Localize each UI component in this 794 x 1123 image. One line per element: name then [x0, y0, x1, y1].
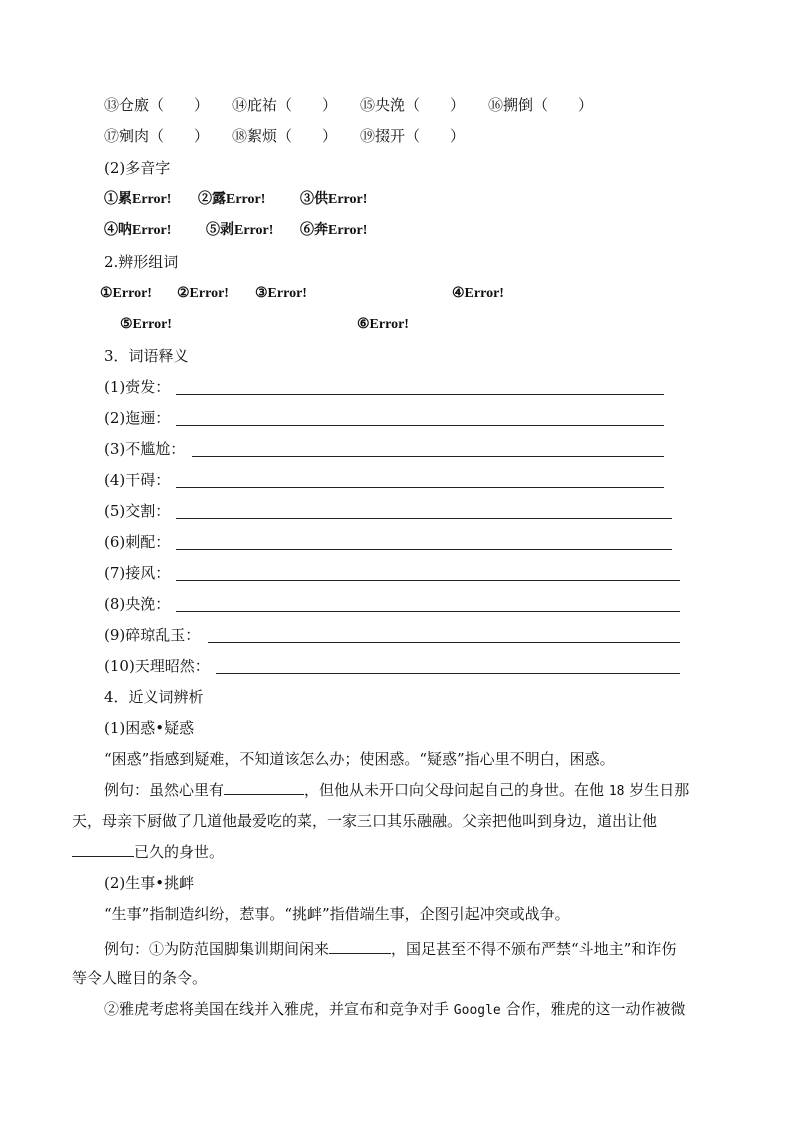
pinyin-row-2: [0, 125, 794, 147]
answer-line[interactable]: [216, 673, 680, 674]
polyphone-row-2: [0, 220, 794, 242]
polyphone-item: ②露Error!: [198, 192, 266, 207]
definition-label: (5)交割：: [104, 502, 171, 520]
shape-item: ④Error!: [452, 286, 504, 301]
example-blank[interactable]: [72, 841, 134, 857]
example-text: 已久的身世。: [134, 843, 225, 861]
answer-line[interactable]: [208, 642, 680, 643]
pinyin-row-1: [0, 94, 794, 116]
example-text: ②雅虎考虑将美国在线并入雅虎，并宣布和竞争对手: [104, 1000, 450, 1018]
definition-heading: 3．词语释义: [104, 347, 189, 365]
definition-label: (4)干碍：: [104, 471, 171, 489]
shape-item: ③Error!: [255, 286, 307, 301]
pair2-example-line-1: [104, 938, 676, 960]
answer-line[interactable]: [176, 487, 664, 488]
definition-label: (1)赍发：: [104, 378, 171, 396]
shape-item: ⑤Error!: [120, 317, 172, 332]
polyphone-row-1: [0, 189, 794, 211]
polyphone-item: ⑤剥Error!: [206, 223, 274, 238]
definition-label: (3)不尴尬：: [104, 440, 186, 458]
answer-line[interactable]: [176, 518, 672, 519]
synonym-heading: 4．近义词辨析: [104, 688, 204, 706]
pair2-explanation: “生事”指制造纠纷，惹事。“挑衅”指借端生事，企图引起冲突或战争。: [104, 905, 570, 923]
definition-label: (6)刺配：: [104, 533, 171, 551]
example-blank[interactable]: [224, 779, 304, 795]
pinyin-item: ⑱絮烦（ ）: [232, 127, 338, 145]
example-blank[interactable]: [329, 938, 391, 954]
polyphone-heading: (2)多音字: [104, 159, 171, 177]
age-number: 18: [608, 784, 625, 799]
pinyin-item: ⑲掇开（ ）: [360, 127, 466, 145]
pair1-example-line-1: [104, 779, 689, 803]
polyphone-item: ①累Error!: [104, 192, 172, 207]
example-text: 例句：①为防范国脚集训期间闲来: [104, 940, 330, 958]
answer-line[interactable]: [176, 580, 680, 581]
example-text: 岁生日那: [629, 781, 690, 799]
pinyin-item: ⑮央浼（ ）: [360, 96, 466, 114]
polyphone-item: ⑥奔Error!: [300, 223, 368, 238]
shape-row-1: [0, 283, 794, 305]
pair2-example-line-2: 等令人瞠目的条令。: [72, 969, 208, 987]
answer-line[interactable]: [176, 611, 680, 612]
answer-line[interactable]: [192, 456, 664, 457]
pair1-example-line-3: [72, 841, 224, 863]
pair1-heading: (1)困惑•疑惑: [104, 719, 195, 737]
example-text: ，但他从未开口向父母问起自己的身世。在他: [304, 781, 605, 799]
pinyin-item: ⑰剜肉（ ）: [104, 127, 210, 145]
polyphone-item: ③供Error!: [300, 192, 368, 207]
definition-label: (2)迤逦：: [104, 409, 171, 427]
definition-label: (10)天理昭然：: [104, 657, 210, 675]
answer-line[interactable]: [176, 425, 664, 426]
pinyin-item: ⑭庇祐（ ）: [232, 96, 338, 114]
pair1-example-line-2: 天，母亲下厨做了几道他最爱吃的菜，一家三口其乐融融。父亲把他叫到身边，道出让他: [72, 812, 658, 830]
shape-item: ②Error!: [177, 286, 229, 301]
pair2-example-line-3: [104, 998, 686, 1022]
pair2-heading: (2)生事•挑衅: [104, 874, 195, 892]
answer-line[interactable]: [176, 394, 664, 395]
definition-label: (8)央浼：: [104, 595, 171, 613]
example-text: 例句：虽然心里有: [104, 781, 225, 799]
company-name: Google: [453, 1003, 501, 1018]
pinyin-item: ⑯搠倒（ ）: [488, 96, 594, 114]
shape-row-2: [0, 314, 794, 336]
pair1-explanation: “困惑”指感到疑难，不知道该怎么办；使困惑。“疑惑”指心里不明白，困惑。: [104, 750, 615, 768]
shape-item: ①Error!: [100, 286, 152, 301]
definition-label: (9)碎琼乱玉：: [104, 626, 201, 644]
shape-item: ⑥Error!: [357, 317, 409, 332]
answer-line[interactable]: [176, 549, 672, 550]
pinyin-item: ⑬仓廒（ ）: [104, 96, 210, 114]
shape-heading: 2.辨形组词: [104, 253, 179, 271]
example-text: 合作，雅虎的这一动作被微: [505, 1000, 686, 1018]
definition-label: (7)接风：: [104, 564, 171, 582]
polyphone-item: ④呐Error!: [104, 223, 172, 238]
example-text: ，国足甚至不得不颁布严禁“斗地主”和诈伤: [391, 940, 677, 958]
